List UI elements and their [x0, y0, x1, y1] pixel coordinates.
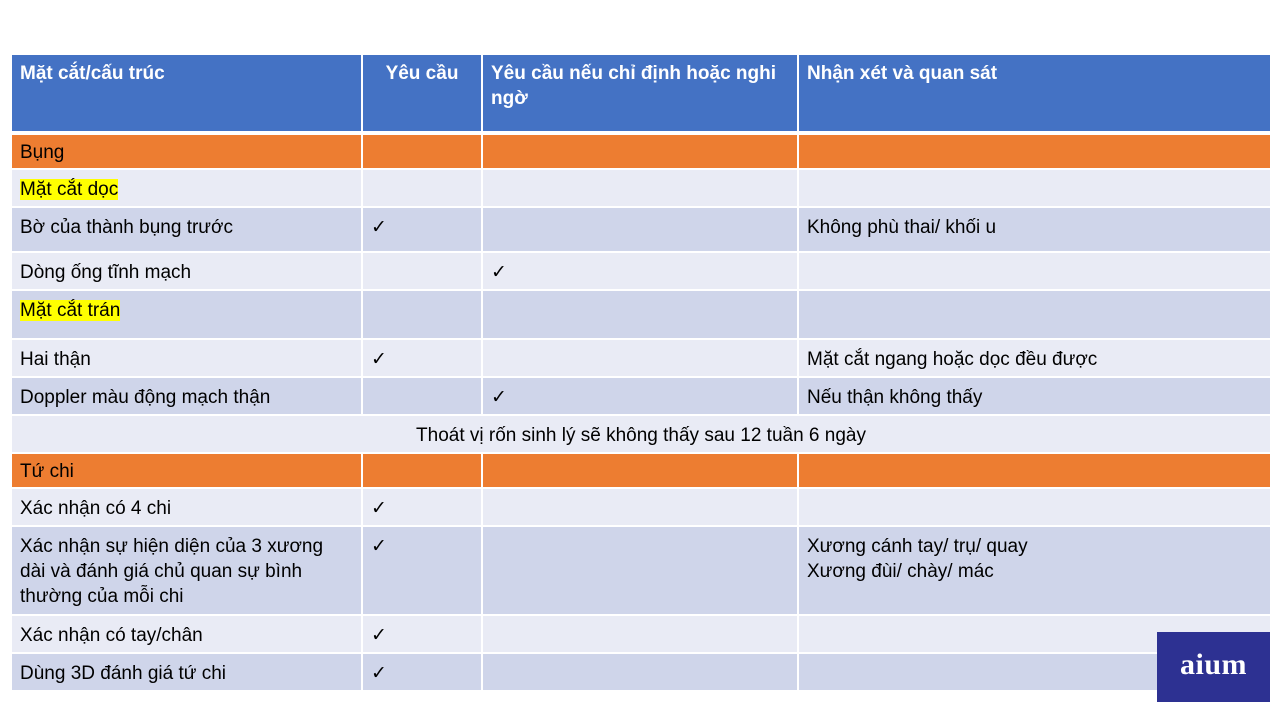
cell-structure [11, 488, 362, 526]
cell-text: Dòng ống tĩnh mạch [20, 262, 192, 283]
cell-comments [798, 377, 1271, 415]
cell-text: Bờ của thành bụng trước [20, 217, 233, 238]
cell-structure [11, 653, 362, 691]
highlighted-label: Mặt cắt trán [20, 300, 121, 321]
check-mark: ✓ [371, 216, 387, 238]
cell-required-if-indicated [482, 339, 798, 377]
cell-text: Xác nhận sự hiện diện của 3 xương dài và đánh giá chủ quan sự bình thường của mỗi chi [20, 536, 324, 607]
cell-structure [11, 615, 362, 653]
table-header-row [11, 54, 1271, 133]
cell-required-if-indicated [482, 377, 798, 415]
table-row [11, 526, 1271, 615]
cell-required [362, 488, 482, 526]
table-row [11, 290, 1271, 339]
cell-text: Tứ chi [20, 461, 74, 482]
check-mark: ✓ [371, 497, 387, 519]
cell-required [362, 653, 482, 691]
check-mark: ✓ [371, 535, 387, 557]
cell-required-if-indicated [482, 290, 798, 339]
note-cell: Thoát vị rốn sinh lý sẽ không thấy sau 12 tuần 6 ngày [11, 415, 1271, 453]
cell-text: Xác nhận có tay/chân [20, 625, 203, 646]
cell-comments [798, 133, 1271, 169]
cell-structure [11, 290, 362, 339]
cell-structure [11, 339, 362, 377]
cell-required [362, 207, 482, 252]
section-row [11, 453, 1271, 488]
cell-comments [798, 290, 1271, 339]
cell-required [362, 339, 482, 377]
table-row [11, 377, 1271, 415]
cell-text: Mặt cắt ngang hoặc dọc đều được [807, 349, 1098, 370]
cell-comments [798, 453, 1271, 488]
cell-structure [11, 377, 362, 415]
cell-required [362, 169, 482, 207]
cell-required [362, 290, 482, 339]
table-row [11, 488, 1271, 526]
cell-required-if-indicated [482, 615, 798, 653]
cell-required [362, 252, 482, 290]
cell-required-if-indicated [482, 488, 798, 526]
table-row [11, 169, 1271, 207]
cell-required-if-indicated [482, 252, 798, 290]
cell-text: Xác nhận có 4 chi [20, 498, 172, 519]
header-comments: Nhận xét và quan sát [798, 54, 1271, 133]
cell-required [362, 526, 482, 615]
cell-required [362, 453, 482, 488]
logo-text: aium [1179, 648, 1247, 681]
cell-comments [798, 488, 1271, 526]
checklist-table [10, 53, 1272, 692]
cell-text: Không phù thai/ khối u [807, 217, 997, 238]
table-row [11, 653, 1271, 691]
cell-comments [798, 169, 1271, 207]
cell-structure [11, 252, 362, 290]
cell-text: Hai thận [20, 349, 91, 370]
cell-required-if-indicated [482, 207, 798, 252]
cell-required [362, 133, 482, 169]
check-mark: ✓ [371, 348, 387, 370]
header-structure: Mặt cắt/cấu trúc [11, 54, 362, 133]
header-required-if-indicated: Yêu cầu nếu chỉ định hoặc nghi ngờ [482, 54, 798, 133]
cell-structure [11, 133, 362, 169]
cell-comments [798, 252, 1271, 290]
cell-required [362, 377, 482, 415]
table-row [11, 207, 1271, 252]
check-mark: ✓ [371, 624, 387, 646]
cell-structure [11, 453, 362, 488]
check-mark: ✓ [491, 261, 507, 283]
section-row [11, 133, 1271, 169]
cell-text: Nếu thận không thấy [807, 387, 983, 408]
aium-logo [1157, 632, 1270, 702]
cell-comments [798, 526, 1271, 615]
cell-required-if-indicated [482, 526, 798, 615]
cell-text: Dùng 3D đánh giá tứ chi [20, 663, 227, 684]
cell-comments [798, 339, 1271, 377]
check-mark: ✓ [491, 386, 507, 408]
highlighted-label: Mặt cắt dọc [20, 179, 119, 200]
note-row [11, 415, 1271, 453]
cell-required-if-indicated [482, 169, 798, 207]
cell-structure [11, 526, 362, 615]
cell-text: Bụng [20, 142, 65, 163]
table-body [11, 133, 1271, 691]
cell-comments [798, 207, 1271, 252]
table-row [11, 615, 1271, 653]
table-row [11, 339, 1271, 377]
cell-required-if-indicated [482, 653, 798, 691]
cell-required [362, 615, 482, 653]
cell-required-if-indicated [482, 133, 798, 169]
cell-text: Doppler màu động mạch thận [20, 387, 271, 408]
cell-structure [11, 169, 362, 207]
header-required: Yêu cầu [362, 54, 482, 133]
table-row [11, 252, 1271, 290]
cell-text: Xương cánh tay/ trụ/ quay Xương đùi/ chày/ mác [807, 536, 1028, 582]
check-mark: ✓ [371, 662, 387, 684]
cell-required-if-indicated [482, 453, 798, 488]
cell-structure [11, 207, 362, 252]
